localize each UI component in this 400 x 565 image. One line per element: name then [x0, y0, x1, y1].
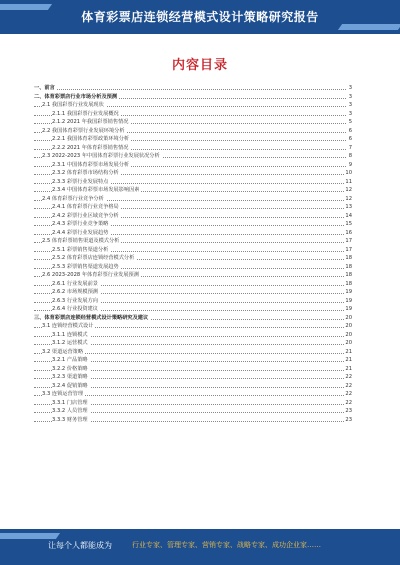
toc-entry-page: 15: [345, 221, 352, 227]
toc-entry-label: 一、前言: [34, 85, 55, 91]
toc-entry-label: 2.1 我国彩票行业发展现状: [42, 102, 104, 108]
toc-entry[interactable]: [34, 237, 352, 246]
toc-entry[interactable]: [34, 348, 352, 357]
toc-entry-label: 2.1.1 我国彩票行业发展概况: [52, 110, 119, 117]
toc-entry[interactable]: [34, 254, 352, 263]
toc-entry[interactable]: [34, 356, 352, 365]
toc-entry-page: 23: [345, 408, 352, 414]
toc-entry-label: 2.3.4 中国体育彩票市场发展影响因素: [52, 187, 140, 193]
toc-entry-label: 2.4.4 彩票行业发展趋势: [52, 229, 109, 236]
page-header: [0, 0, 400, 34]
toc-entry-label: 2.2 我国体育彩票行业发展环境分析: [42, 127, 125, 134]
toc-entry-label: 3.2.4 促销策略: [52, 382, 88, 389]
toc-entry-label: 3.2.2 价格策略: [52, 365, 88, 372]
toc-entry-page: 18: [345, 272, 352, 278]
toc-entry-page: 21: [345, 357, 352, 363]
toc-entry-page: 11: [345, 178, 352, 185]
toc-entry-page: 17: [345, 246, 352, 253]
toc-entry-page: 21: [345, 348, 352, 355]
toc-entry-page: 3: [348, 93, 352, 100]
toc-entry-label: 2.3.1 中国体育彩票市场发展分析: [52, 161, 130, 168]
toc-entry-label: 2.3 2022-2023 年中国体育彩票行业发展状况分析: [42, 153, 160, 159]
toc-entry[interactable]: [34, 127, 352, 136]
toc-entry-label: 2.6.4 行业投资建议: [52, 306, 98, 312]
toc-entry[interactable]: [34, 246, 352, 255]
toc-entry-label: 3.3 连锁运营管理: [42, 391, 84, 397]
footer-tagline: 行业专家、管理专家、营销专家、战略专家、成功企业家……: [132, 541, 321, 549]
toc-entry[interactable]: [34, 373, 352, 382]
toc-entry-label: 3.3.3 财务管理: [52, 416, 88, 423]
toc-entry-page: 22: [345, 391, 352, 397]
toc-entry[interactable]: [34, 195, 352, 204]
toc-entry-label: 3.2 渠道运营策略: [42, 348, 84, 355]
toc-entry-page: 12: [345, 195, 352, 202]
toc-entry-label: 3.2.3 渠道策略: [52, 374, 88, 380]
toc-entry-page: 22: [345, 399, 352, 406]
toc-entry-page: 9: [348, 161, 352, 168]
toc-entry-page: 20: [345, 340, 352, 346]
toc-entry-page: 23: [345, 416, 352, 423]
toc-entry-label: 3.2.1 产品策略: [52, 357, 88, 363]
toc-entry-label: 2.4.3 彩票行业竞争策略: [52, 221, 109, 227]
toc-entry[interactable]: [34, 169, 352, 178]
toc-entry-page: 18: [345, 263, 352, 270]
toc-entry[interactable]: [34, 407, 352, 416]
toc-entry-page: 20: [345, 323, 352, 329]
toc-entry-label: 2.6.1 行业发展前景: [52, 280, 98, 287]
toc-entry-label: 3.1.1 连锁模式: [52, 331, 88, 338]
toc-entry[interactable]: [34, 382, 352, 391]
toc-entry-label: 2.3.2 体育彩票市场结构分析: [52, 170, 119, 176]
report-title: 体育彩票店连锁经营模式设计策略研究报告: [81, 10, 319, 24]
toc-entry-page: 20: [345, 314, 352, 321]
toc-entry[interactable]: [34, 331, 352, 340]
toc-entry[interactable]: [34, 93, 352, 102]
toc-entry-page: 22: [345, 374, 352, 380]
toc-entry[interactable]: [34, 220, 352, 229]
toc-entry-label: 3.1 连锁经营模式设计: [42, 323, 94, 329]
toc-entry-page: 19: [345, 289, 352, 295]
toc-entry[interactable]: [34, 110, 352, 119]
toc-entry[interactable]: [34, 144, 352, 153]
toc-entry[interactable]: [34, 118, 352, 127]
toc-entry[interactable]: [34, 161, 352, 170]
toc-entry[interactable]: [34, 297, 352, 306]
toc-entry[interactable]: [34, 305, 352, 314]
toc-entry[interactable]: [34, 339, 352, 348]
toc-entry-page: 22: [345, 382, 352, 389]
page-footer: [0, 529, 400, 565]
toc-entry[interactable]: [34, 365, 352, 374]
toc-entry[interactable]: [34, 390, 352, 399]
toc-entry[interactable]: [34, 101, 352, 110]
toc-entry-page: 8: [348, 153, 352, 159]
toc-entry[interactable]: [34, 84, 352, 93]
toc-entry-label: 2.6 2023-2028 年体育彩票行业发展预测: [42, 272, 139, 278]
toc-entry-label: 3.1.2 运营模式: [52, 340, 88, 346]
toc-entry-page: 3: [348, 110, 352, 117]
toc-entry-page: 19: [345, 306, 352, 312]
toc-entry[interactable]: [34, 314, 352, 323]
toc-entry-page: 18: [345, 255, 352, 261]
toc-entry-page: 6: [348, 136, 352, 142]
table-of-contents: [34, 84, 352, 424]
toc-entry-label: 2.5.3 彩票销售渠道发展趋势: [52, 263, 119, 270]
toc-entry-page: 13: [345, 204, 352, 210]
toc-entry[interactable]: [34, 152, 352, 161]
toc-entry-label: 2.4.2 彩票行业区域竞争分析: [52, 212, 119, 219]
toc-entry-label: 2.5.2 体育彩票店连锁经营模式分析: [52, 255, 135, 261]
toc-entry-page: 19: [345, 297, 352, 304]
toc-dot-leader: [34, 89, 346, 90]
toc-entry-label: 2.1.2 2021 年我国彩票销售情况: [52, 119, 129, 125]
toc-entry-page: 20: [345, 331, 352, 338]
toc-entry-page: 12: [345, 187, 352, 193]
footer-decor-stripe: [0, 533, 60, 539]
toc-entry-page: 21: [345, 365, 352, 372]
toc-entry-label: 2.4.1 体育彩票行业竞争格局: [52, 204, 119, 210]
toc-entry-label: 2.2.2 2021 年体育彩票销售情况: [52, 144, 129, 151]
toc-entry[interactable]: [34, 271, 352, 280]
toc-entry[interactable]: [34, 416, 352, 425]
toc-entry[interactable]: [34, 212, 352, 221]
toc-entry-page: 3: [348, 85, 352, 91]
toc-entry-label: 2.3.3 彩票行业发展特点: [52, 178, 109, 185]
toc-entry[interactable]: [34, 178, 352, 187]
toc-entry-page: 5: [348, 119, 352, 125]
toc-entry[interactable]: [34, 229, 352, 238]
toc-entry-page: 7: [348, 144, 352, 151]
toc-entry[interactable]: [34, 280, 352, 289]
toc-entry-page: 17: [345, 238, 352, 244]
toc-entry-label: 二、体育彩票店行业市场分析及预测: [34, 93, 118, 100]
toc-entry-label: 2.4 体育彩票行业竞争分析: [42, 195, 104, 202]
toc-entry[interactable]: [34, 399, 352, 408]
toc-entry-label: 3.3.2 人员管理: [52, 408, 88, 414]
toc-entry[interactable]: [34, 288, 352, 297]
toc-heading: 内容目录: [171, 58, 228, 73]
toc-entry-label: 2.6.2 市场规模预测: [52, 289, 98, 295]
toc-entry-page: 6: [348, 127, 352, 134]
toc-entry-label: 2.5.1 彩票销售渠道分析: [52, 246, 109, 253]
toc-entry[interactable]: [34, 322, 352, 331]
toc-entry-label: 2.5 体育彩票销售渠道及模式分析: [42, 238, 120, 244]
toc-entry-label: 2.2.1 我国体育彩票政策环境分析: [52, 136, 130, 142]
toc-entry[interactable]: [34, 263, 352, 272]
toc-entry-label: 3.3.1 门店管理: [52, 399, 88, 406]
footer-slogan: 让每个人都能成为: [48, 541, 112, 550]
toc-entry[interactable]: [34, 203, 352, 212]
toc-entry-page: 14: [345, 212, 352, 219]
toc-entry[interactable]: [34, 135, 352, 144]
toc-entry-label: 2.6.3 行业发展方向: [52, 297, 98, 304]
toc-entry[interactable]: [34, 186, 352, 195]
toc-entry-label: 三、体育彩票店连锁经营模式设计策略研究及建议: [34, 314, 149, 321]
toc-entry-page: 16: [345, 229, 352, 236]
toc-entry-page: 18: [345, 280, 352, 287]
toc-entry-page: 10: [345, 170, 352, 176]
toc-entry-page: 3: [348, 102, 352, 108]
